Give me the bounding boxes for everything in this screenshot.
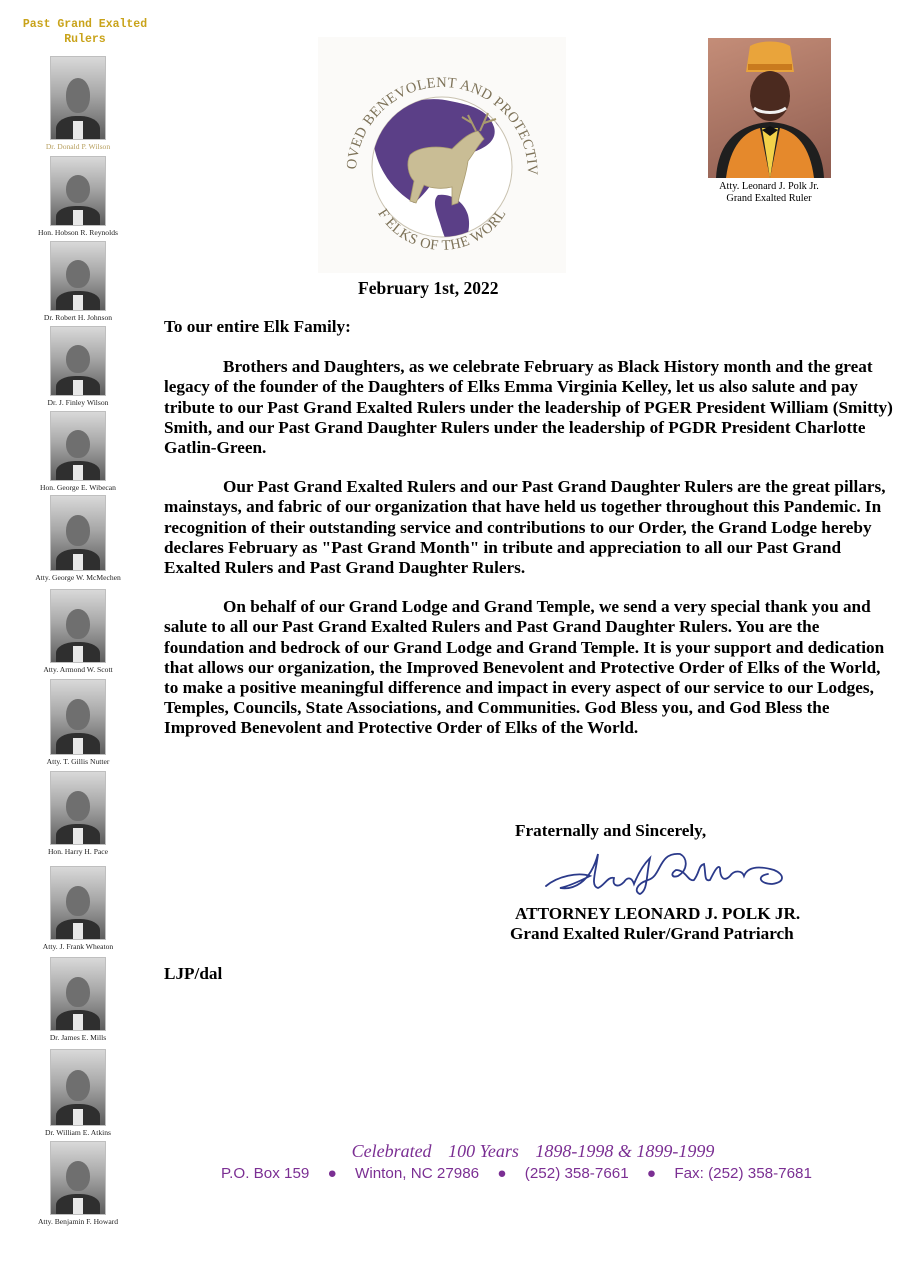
- ruler-portrait: [22, 411, 134, 492]
- portrait-photo: [50, 1049, 106, 1126]
- portrait-photo: [50, 957, 106, 1031]
- footer-city: Winton, NC 27986: [355, 1165, 480, 1182]
- ruler-name: Atty. Benjamin F. Howard: [37, 1217, 119, 1226]
- letter-body: [164, 317, 899, 758]
- leader-caption-title: Grand Exalted Ruler: [726, 193, 812, 204]
- ruler-portrait: [22, 326, 134, 407]
- footer-contact: [221, 1165, 812, 1182]
- footer-po-box: P.O. Box 159: [221, 1165, 310, 1182]
- ruler-name: Hon. Harry H. Pace: [47, 847, 109, 856]
- bullet-separator: ●: [646, 1165, 657, 1182]
- sidebar-title: [10, 17, 160, 47]
- ruler-portrait: [22, 1049, 134, 1137]
- ruler-name: Hon. Hobson R. Reynolds: [38, 228, 118, 237]
- signer-name: ATTORNEY LEONARD J. POLK JR.: [515, 904, 801, 923]
- leader-caption-name: Atty. Leonard J. Polk Jr.: [719, 181, 819, 192]
- emblem-text-top: OVED BENEVOLENT AND PROTECTIV: [343, 74, 541, 176]
- ruler-name: Dr. Robert H. Johnson: [43, 313, 113, 322]
- footer-phone: (252) 358-7661: [524, 1165, 629, 1182]
- portrait-photo: [50, 771, 106, 845]
- ruler-portrait: [22, 589, 134, 674]
- footer-years: 100 Years: [448, 1141, 519, 1161]
- footer-year-range: 1898-1998 & 1899-1999: [535, 1141, 715, 1161]
- footer-celebrated: [0, 1141, 914, 1162]
- letter-greeting: To our entire Elk Family:: [164, 317, 351, 336]
- reference-initials: LJP/dal: [164, 964, 223, 983]
- letter-paragraph: On behalf of our Grand Lodge and Grand Temple, we send a very special thank you and salute to all our Past Grand Exalted Rulers and Past Grand Daughter Rulers. You are the foundation and bedrock of our Grand Lodge and Grand Temple. It is your support and dedication that allows our organization, the Improved Benevolent and Protective Order of Elks of the World, to make a positive meaningful difference and impact in every aspect of our service to our Lodges, Temples, Councils, State Associations, and Communities. God Bless you, and God Bless the Improved Benevolent and Protective Order of Elks of the World.: [164, 597, 885, 738]
- leader-photo-illustration: [708, 38, 831, 178]
- portrait-photo: [50, 589, 106, 663]
- leader-portrait: [708, 38, 831, 178]
- past-rulers-sidebar: [0, 0, 160, 1265]
- ruler-name: Dr. J. Finley Wilson: [47, 398, 109, 407]
- sidebar-title-line2: Rulers: [64, 33, 106, 46]
- ruler-portrait: [22, 679, 134, 766]
- ruler-name: Dr. William E. Atkins: [45, 1128, 111, 1137]
- portrait-photo: [50, 495, 106, 571]
- portrait-photo: [50, 866, 106, 940]
- elk-globe-emblem: [318, 37, 566, 273]
- sidebar-title-line1: Past Grand Exalted: [22, 18, 148, 31]
- ruler-name: Dr. Donald P. Wilson: [45, 142, 111, 151]
- ruler-name: Atty. J. Frank Wheaton: [42, 942, 114, 951]
- portrait-photo: [50, 156, 106, 226]
- portrait-photo: [50, 326, 106, 396]
- ruler-name: Atty. George W. McMechen: [35, 573, 121, 582]
- letter-paragraph: Brothers and Daughters, as we celebrate February as Black History month and the great legacy of the founder of the Daughters of Elks Emma Virginia Kelley, let us also salute and pay tribute to our Past Grand Exalted Rulers under the leadership of PGER President William (Smitty) Smith, and our Past Grand Daughter Rulers under the leadership of PGDR President Charlotte Gatlin-Green.: [164, 357, 893, 458]
- bullet-separator: ●: [327, 1165, 337, 1182]
- signer-title: Grand Exalted Ruler/Grand Patriarch: [510, 924, 794, 943]
- ruler-portrait: [22, 241, 134, 322]
- bullet-separator: ●: [497, 1165, 507, 1182]
- ruler-name: Atty. T. Gillis Nutter: [46, 757, 110, 766]
- portrait-photo: [50, 241, 106, 311]
- ruler-portrait: [22, 957, 134, 1042]
- ruler-name: Atty. Armond W. Scott: [43, 665, 113, 674]
- portrait-photo: [50, 411, 106, 481]
- ruler-name: Dr. James E. Mills: [49, 1033, 107, 1042]
- letter-date: February 1st, 2022: [358, 278, 499, 298]
- ruler-portrait: [22, 156, 134, 237]
- handwritten-signature: [538, 846, 794, 902]
- ruler-name: Hon. George E. Wibecan: [40, 483, 116, 492]
- signature-image: [538, 846, 794, 902]
- letter-paragraph: Our Past Grand Exalted Rulers and our Past Grand Daughter Rulers are the great pillars, mainstays, and fabric of our organization that have held us together throughout this Pandemic. In recognition of their outstanding service and contributions to our Order, the Grand Lodge hereby declares February as "Past Grand Month" in tribute and appreciation to all our Past Grand Exalted Rulers and Past Grand Daughter Rulers.: [164, 477, 886, 578]
- leader-caption: [688, 181, 850, 205]
- organization-emblem: [318, 37, 566, 273]
- ruler-portrait: [22, 495, 134, 582]
- ruler-portrait: [22, 56, 134, 151]
- emblem-text-bottom: F ELKS OF THE WORL: [374, 206, 510, 254]
- portrait-photo: [50, 679, 106, 755]
- portrait-photo: [50, 56, 106, 140]
- ruler-portrait: [22, 866, 134, 951]
- ruler-portrait: [22, 771, 134, 856]
- footer-fax: Fax: (252) 358-7681: [674, 1165, 812, 1182]
- footer-celebrated-label: Celebrated: [351, 1141, 432, 1161]
- letter-closing: Fraternally and Sincerely,: [515, 821, 707, 840]
